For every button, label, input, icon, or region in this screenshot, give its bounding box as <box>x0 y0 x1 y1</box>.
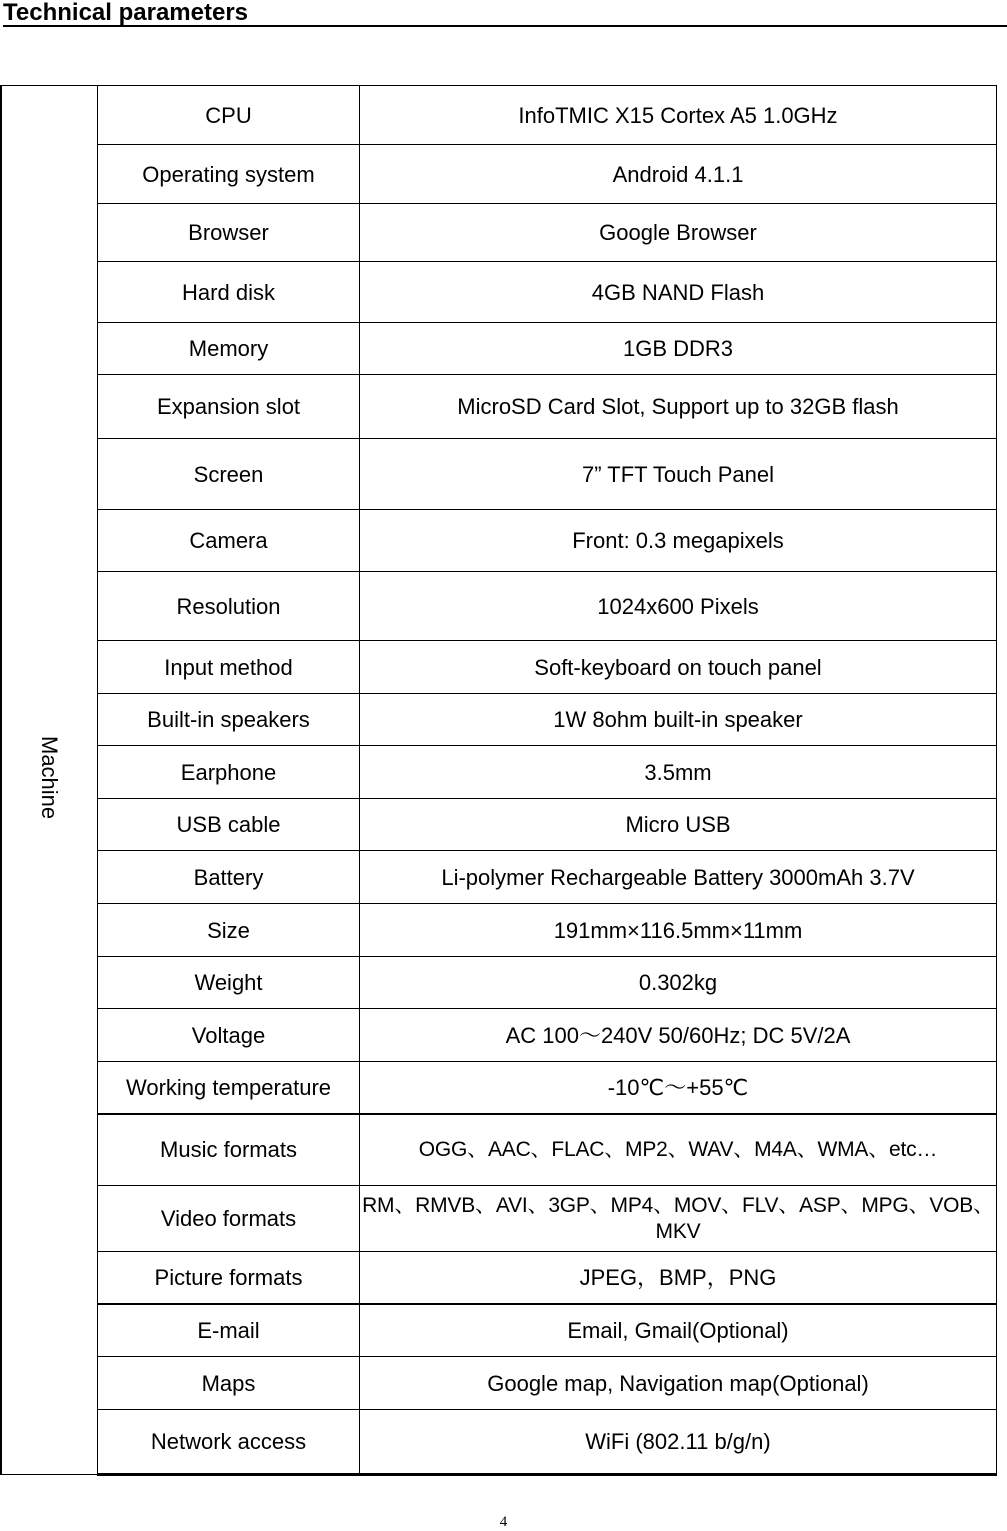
parameter-value: AC 100～240V 50/60Hz; DC 5V/2A <box>360 1009 997 1062</box>
table-row <box>1 510 997 572</box>
table-row <box>1 145 997 204</box>
table-row <box>1 439 997 510</box>
parameter-name: Screen <box>98 439 360 510</box>
parameter-value: 3.5mm <box>360 746 997 799</box>
table-row <box>1 694 997 746</box>
parameter-name: Network access <box>98 1410 360 1475</box>
table-row <box>1 1009 997 1062</box>
parameter-value: WiFi (802.11 b/g/n) <box>360 1410 997 1475</box>
parameter-name: Video formats <box>98 1186 360 1252</box>
parameter-value: OGG、AAC、FLAC、MP2、WAV、M4A、WMA、etc… <box>360 1114 997 1186</box>
table-row <box>1 375 997 439</box>
table-row <box>1 1410 997 1475</box>
parameter-name: Browser <box>98 204 360 262</box>
parameter-value: Soft-keyboard on touch panel <box>360 641 997 694</box>
parameter-value: Android 4.1.1 <box>360 145 997 204</box>
group-cell-machine <box>1 86 98 1475</box>
table-row <box>1 1304 997 1357</box>
table-row <box>1 746 997 799</box>
table-row <box>1 1114 997 1186</box>
table-row <box>1 641 997 694</box>
parameter-value: 0.302kg <box>360 957 997 1009</box>
parameter-name: Input method <box>98 641 360 694</box>
parameter-value: Google Browser <box>360 204 997 262</box>
parameter-name: Picture formats <box>98 1252 360 1304</box>
table-row <box>1 957 997 1009</box>
technical-parameters-table <box>0 85 997 1476</box>
parameter-name: Voltage <box>98 1009 360 1062</box>
parameter-value: 7” TFT Touch Panel <box>360 439 997 510</box>
table-row <box>1 262 997 323</box>
parameter-name: Hard disk <box>98 262 360 323</box>
parameter-value: -10℃～+55℃ <box>360 1062 997 1114</box>
table-row <box>1 1062 997 1114</box>
table-row <box>1 1252 997 1304</box>
parameter-name: Camera <box>98 510 360 572</box>
parameter-value: Micro USB <box>360 799 997 851</box>
parameter-name: Maps <box>98 1357 360 1410</box>
table-row <box>1 86 997 145</box>
parameter-name: USB cable <box>98 799 360 851</box>
parameter-value: Google map, Navigation map(Optional) <box>360 1357 997 1410</box>
parameter-name: Working temperature <box>98 1062 360 1114</box>
parameter-name: Earphone <box>98 746 360 799</box>
parameter-name: Built-in speakers <box>98 694 360 746</box>
parameter-name: E-mail <box>98 1304 360 1357</box>
parameter-value: 1W 8ohm built-in speaker <box>360 694 997 746</box>
parameter-value: 191mm×116.5mm×11mm <box>360 904 997 957</box>
parameter-name: Weight <box>98 957 360 1009</box>
page-number: 4 <box>499 1514 508 1530</box>
parameter-name: Resolution <box>98 572 360 641</box>
parameter-name: Size <box>98 904 360 957</box>
table-row <box>1 204 997 262</box>
group-label: Machine <box>37 735 62 820</box>
parameter-value: Front: 0.3 megapixels <box>360 510 997 572</box>
parameter-name: CPU <box>98 86 360 145</box>
parameter-value: Li-polymer Rechargeable Battery 3000mAh 3.7V <box>360 851 997 904</box>
parameter-value: JPEG，BMP，PNG <box>360 1252 997 1304</box>
parameter-name: Battery <box>98 851 360 904</box>
parameter-value: 1GB DDR3 <box>360 323 997 375</box>
parameter-name: Expansion slot <box>98 375 360 439</box>
table-row <box>1 851 997 904</box>
parameter-name: Music formats <box>98 1114 360 1186</box>
parameter-value: 1024x600 Pixels <box>360 572 997 641</box>
parameter-name: Memory <box>98 323 360 375</box>
parameter-value: Email, Gmail(Optional) <box>360 1304 997 1357</box>
table-row <box>1 799 997 851</box>
page-heading: Technical parameters <box>3 0 1007 27</box>
parameter-value: InfoTMIC X15 Cortex A5 1.0GHz <box>360 86 997 145</box>
table-body <box>1 86 997 1475</box>
parameter-value: RM、RMVB、AVI、3GP、MP4、MOV、FLV、ASP、MPG、VOB、 MKV <box>360 1186 997 1252</box>
table-row <box>1 904 997 957</box>
parameter-value: MicroSD Card Slot, Support up to 32GB flash <box>360 375 997 439</box>
table-row <box>1 323 997 375</box>
table-row <box>1 1357 997 1410</box>
parameter-value: 4GB NAND Flash <box>360 262 997 323</box>
table-row <box>1 1186 997 1252</box>
table-row <box>1 572 997 641</box>
parameter-name: Operating system <box>98 145 360 204</box>
